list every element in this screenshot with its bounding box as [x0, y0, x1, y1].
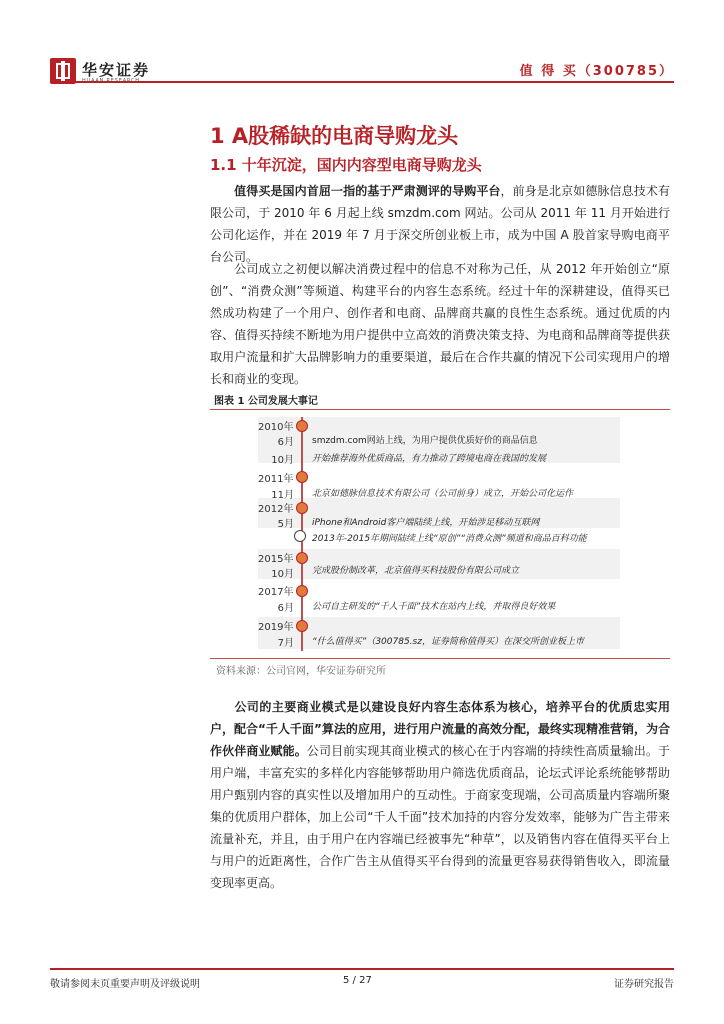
- timeline-dot-icon: [296, 420, 308, 432]
- timeline-dot-icon: [296, 585, 308, 597]
- timeline-year: 2015年: [258, 554, 294, 565]
- timeline-event: iPhone和Android客户端陆续上线，开始涉足移动互联网: [312, 518, 540, 528]
- timeline-month: 10月: [271, 569, 294, 580]
- timeline-event: 北京如德脉信息技术有限公司（公司前身）成立，开始公司化运作: [312, 489, 574, 499]
- figure-bottom-rule: [210, 658, 670, 659]
- timeline-dot-icon: [296, 620, 308, 632]
- logo-text: 华安证券: [82, 61, 151, 79]
- timeline-year: 2017年: [258, 587, 294, 598]
- page-number: 5 / 27: [343, 975, 372, 986]
- timeline-year: 2012年: [258, 504, 294, 515]
- business-model-bold: 公司的主要商业模式是以建设良好内容生态体系为核心，培养平台的优质忠实用户，配合“千人千面”算法的应用，进行用户流量的高效分配，最终实现精准营销，为合作伙伴商业赋能。: [210, 700, 670, 758]
- timeline-dot-icon: [296, 502, 308, 514]
- timeline-month: 6月: [277, 603, 294, 614]
- header-title: 值 得 买（300785）: [519, 64, 674, 79]
- timeline-month: 7月: [277, 638, 294, 649]
- section-heading: 1 A股稀缺的电商导购龙头: [210, 124, 459, 148]
- paragraph-history: [210, 258, 670, 390]
- header-divider: [50, 81, 674, 83]
- intro-bold: 值得买是国内首屈一指的基于严肃测评的导购平台: [234, 184, 501, 198]
- timeline-event: smzdm.com网站上线，为用户提供优质好价的商品信息: [312, 436, 538, 446]
- timeline-event: 开始推荐海外优质商品，有力推动了跨境电商在我国的发展: [312, 454, 547, 464]
- timeline-month: 11月: [271, 490, 294, 501]
- paragraph-intro: [210, 180, 670, 268]
- timeline-event: 完成股份制改革，北京值得买科技股份有限公司成立: [312, 566, 520, 576]
- timeline-year: 2011年: [258, 474, 294, 485]
- timeline-month: 5月: [277, 519, 294, 530]
- timeline-event: 公司自主研发的“千人千面”技术在站内上线，并取得良好效果: [312, 602, 556, 612]
- timeline-event: 2013年-2015年期间陆续上线“原创”“消费众测”频道和商品百科功能: [312, 534, 587, 544]
- timeline-year: 2010年: [258, 422, 294, 433]
- footer-disclaimer: 敬请参阅末页重要声明及评级说明: [50, 979, 200, 990]
- timeline-period-icon: [294, 530, 306, 542]
- paragraph-business-model: [210, 696, 670, 894]
- timeline-year: 2019年: [258, 622, 294, 633]
- figure-top-rule: [210, 409, 670, 410]
- timeline-month: 6月: [277, 437, 294, 448]
- business-model-rest: 公司目前实现其商业模式的核心在于内容端的持续性高质量输出。于用户端，丰富充实的多样化内容能够帮助用户筛选优质商品，论坛式评论系统能够帮助用户甄别内容的真实性以及增加用户的互动性。于商家变现端，公司高质量内容端所聚集的优质用户群体，加上公司“千人千面”技术加持的内容分发效率，能够为广告主带来流量补充，并且，由于用户在内容端已经被事先“种草”，以及销售内容在值得买平台上与用户的近距离性，合作广告主从值得买平台得到的流量更容易获得销售收入，即流量变现率更高。: [210, 744, 670, 890]
- timeline-event: “什么值得买”（300785.sz，证券简称值得买）在深交所创业板上市: [312, 637, 584, 647]
- subsection-heading: 1.1 十年沉淀，国内内容型电商导购龙头: [210, 156, 482, 174]
- timeline-month: 10月: [271, 455, 294, 466]
- figure-source: 资料来源：公司官网，华安证券研究所: [216, 666, 386, 677]
- history-text: 公司成立之初便以解决消费过程中的信息不对称为己任，从 2012 年开始创立“原创”、“消费众测”等频道、构建平台的内容生态系统。经过十年的深耕建设，值得买已然成功构建了一个用户、创作者和电商、品牌商共赢的良性生态系统。通过优质的内容、值得买持续不断地为用户提供中立高效的消费决策支持、为电商和品牌商等提供获取用户流量和扩大品牌影响力的重要渠道，最后在合作共赢的情况下公司实现用户的增长和商业的变现。: [210, 262, 670, 386]
- figure-title: 图表 1 公司发展大事记: [214, 396, 318, 407]
- intro-rest: ，前身是北京如德脉信息技术有限公司，于 2010 年 6 月起上线 smzdm.com 网站。公司从 2011 年 11 月开始进行公司化运作，并在 2019 年 7 月于深交所创业板上市，成为中国 A 股首家导购电商平台公司。: [210, 184, 670, 264]
- timeline-dot-icon: [296, 552, 308, 564]
- footer-report-type: 证券研究报告: [614, 979, 674, 990]
- timeline-dot-icon: [296, 471, 308, 483]
- footer-divider: [50, 968, 674, 970]
